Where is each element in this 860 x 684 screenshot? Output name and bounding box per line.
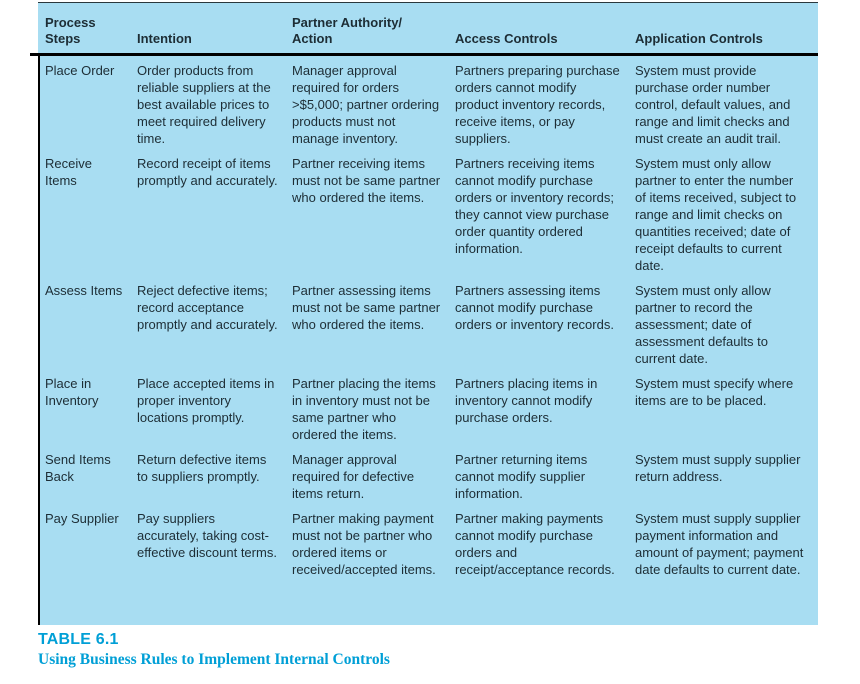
col-header-process-steps	[45, 15, 137, 47]
table-header-row	[45, 3, 810, 53]
cell-application-controls: System must specify where items are to be placed.	[635, 376, 794, 408]
cell-intention: Return defective items to suppliers promptly.	[137, 452, 267, 484]
table-body	[45, 62, 810, 578]
table-row-receive-items	[45, 155, 810, 274]
table-row-place-in-inventory	[45, 375, 810, 443]
step-line: Items	[45, 173, 77, 188]
cell-process-step	[45, 375, 137, 443]
col-header-intention	[137, 31, 292, 47]
cell-partner-authority-action: Manager approval required for defective items return.	[292, 452, 415, 501]
step-line: Receive	[45, 156, 92, 171]
cell-intention: Place accepted items in proper inventory locations promptly.	[137, 376, 275, 425]
left-rule	[38, 53, 40, 625]
table-number-label: TABLE 6.1	[38, 631, 119, 648]
table-row-send-items-back	[45, 451, 810, 502]
cell-access-controls: Partner making payments cannot modify purchase orders and receipt/acceptance records.	[455, 511, 615, 577]
cell-process-step	[45, 451, 137, 502]
col-header-application-controls	[635, 31, 810, 47]
cell-access-controls: Partners receiving items cannot modify purchase orders or inventory records; they cannot view purchase order quantity ordered information.	[455, 156, 614, 256]
col-header-partner-authority-action	[292, 15, 455, 47]
header-line: Action	[292, 31, 333, 46]
header-line: Intention	[137, 31, 192, 46]
header-line: Steps	[45, 31, 81, 46]
cell-process-step	[45, 510, 137, 578]
table-caption	[38, 631, 390, 669]
header-line: Access Controls	[455, 31, 558, 46]
cell-application-controls: System must only allow partner to enter the number of items received, subject to range and limit checks on quantities received; date of receipt defaults to current date.	[635, 156, 797, 273]
cell-partner-authority-action: Partner placing the items in inventory must not be same partner who ordered the items.	[292, 376, 436, 442]
step-line: Inventory	[45, 393, 99, 408]
step-line: Assess Items	[45, 283, 123, 298]
cell-intention: Order products from reliable suppliers at the best available prices to meet required delivery time.	[137, 63, 271, 146]
cell-process-step	[45, 282, 137, 367]
header-line: Partner Authority/	[292, 15, 403, 30]
cell-application-controls: System must supply supplier payment information and amount of payment; payment date defaults to current date.	[635, 511, 804, 577]
step-line: Back	[45, 469, 74, 484]
step-line: Place Order	[45, 63, 115, 78]
cell-application-controls: System must only allow partner to record the assessment; date of assessment defaults to current date.	[635, 283, 771, 366]
cell-application-controls: System must supply supplier return address.	[635, 452, 801, 484]
cell-access-controls: Partners assessing items cannot modify purchase orders or inventory records.	[455, 283, 614, 332]
cell-access-controls: Partners preparing purchase orders cannot modify product inventory records, receive items, or pay suppliers.	[455, 63, 620, 146]
cell-intention: Record receipt of items promptly and accurately.	[137, 156, 278, 188]
step-line: Place in	[45, 376, 92, 391]
header-line: Process	[45, 15, 96, 30]
table-row-pay-supplier	[45, 510, 810, 578]
cell-access-controls: Partner returning items cannot modify supplier information.	[455, 452, 588, 501]
table-6-1	[38, 2, 818, 625]
step-line: Pay Supplier	[45, 511, 119, 526]
cell-application-controls: System must provide purchase order number control, default values, and range and limit checks and must create an audit trail.	[635, 63, 791, 146]
header-line: Application Controls	[635, 31, 763, 46]
table-row-assess-items	[45, 282, 810, 367]
cell-intention: Pay suppliers accurately, taking cost-effective discount terms.	[137, 511, 277, 560]
cell-access-controls: Partners placing items in inventory cannot modify purchase orders.	[455, 376, 598, 425]
cell-partner-authority-action: Manager approval required for orders >$5,000; partner ordering products must not manage inventory.	[292, 63, 440, 146]
step-line: Send Items	[45, 452, 111, 467]
cell-partner-authority-action: Partner assessing items must not be same partner who ordered the items.	[292, 283, 441, 332]
cell-partner-authority-action: Partner making payment must not be partner who ordered items or received/accepted items.	[292, 511, 436, 577]
table-row-place-order	[45, 62, 810, 147]
table-title: Using Business Rules to Implement Internal Controls	[38, 651, 390, 668]
cell-process-step	[45, 155, 137, 274]
header-rule	[30, 53, 818, 56]
cell-intention: Reject defective items; record acceptance promptly and accurately.	[137, 283, 278, 332]
cell-partner-authority-action: Partner receiving items must not be same partner who ordered the items.	[292, 156, 441, 205]
cell-process-step	[45, 62, 137, 147]
col-header-access-controls	[455, 31, 635, 47]
